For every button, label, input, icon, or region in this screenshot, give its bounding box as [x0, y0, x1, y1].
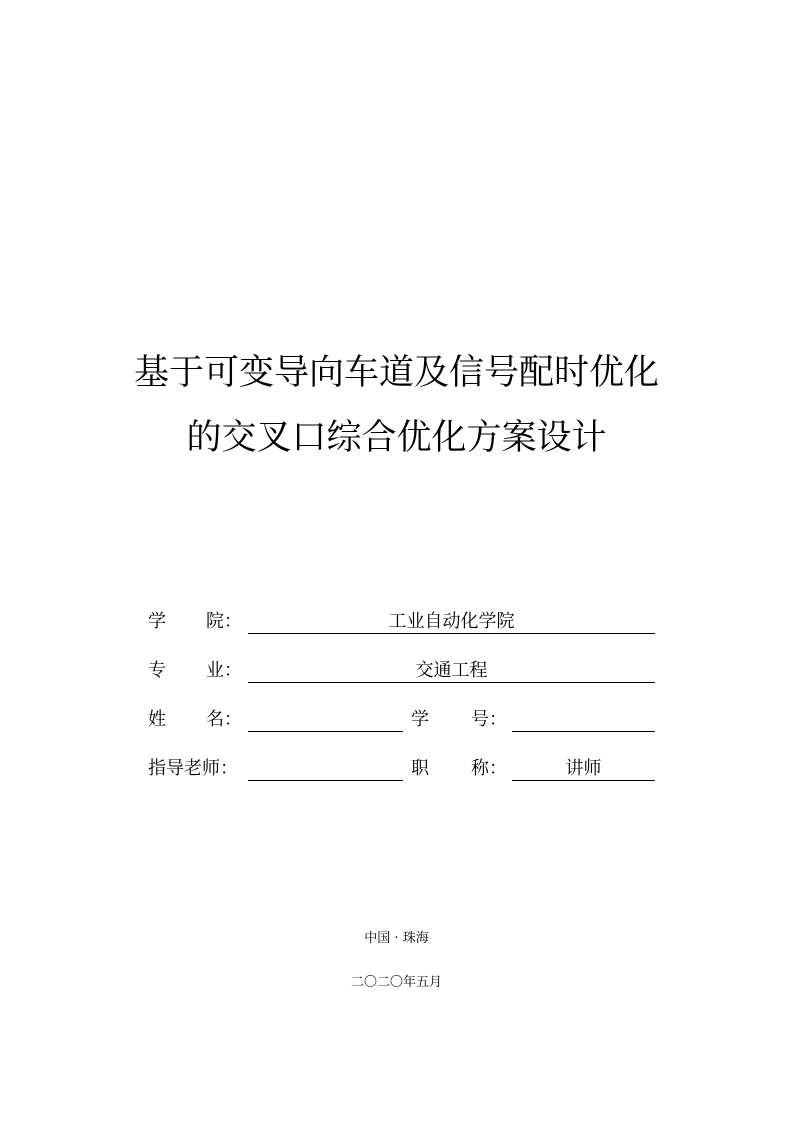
major-label-char-2: 业：: [206, 660, 242, 681]
student-id-field: [512, 709, 655, 732]
college-field: 工业自动化学院: [248, 611, 655, 634]
major-field: 交通工程: [248, 660, 655, 683]
name-field: [248, 709, 403, 732]
advisor-label: 指导老师：: [148, 758, 238, 779]
student-id-label-char-1: 学: [411, 709, 429, 730]
name-label-char-1: 姓: [148, 709, 166, 730]
major-label-char-1: 专: [148, 660, 166, 681]
rank-label-char-2: 称：: [471, 758, 507, 779]
thesis-title-line-1: 基于可变导向车道及信号配时优化: [133, 353, 659, 393]
name-label-char-2: 名：: [206, 709, 242, 730]
college-label-char-2: 院：: [206, 611, 242, 632]
thesis-title-line-2: 的交叉口综合优化方案设计: [186, 418, 607, 458]
location-text: 中国 · 珠海: [364, 931, 429, 946]
rank-field: 讲师: [512, 758, 655, 781]
college-label-char-1: 学: [148, 611, 166, 632]
advisor-field: [248, 758, 403, 781]
date-text: 二〇二〇年五月: [350, 975, 442, 990]
student-id-label-char-2: 号：: [471, 709, 507, 730]
rank-label-char-1: 职: [411, 758, 429, 779]
